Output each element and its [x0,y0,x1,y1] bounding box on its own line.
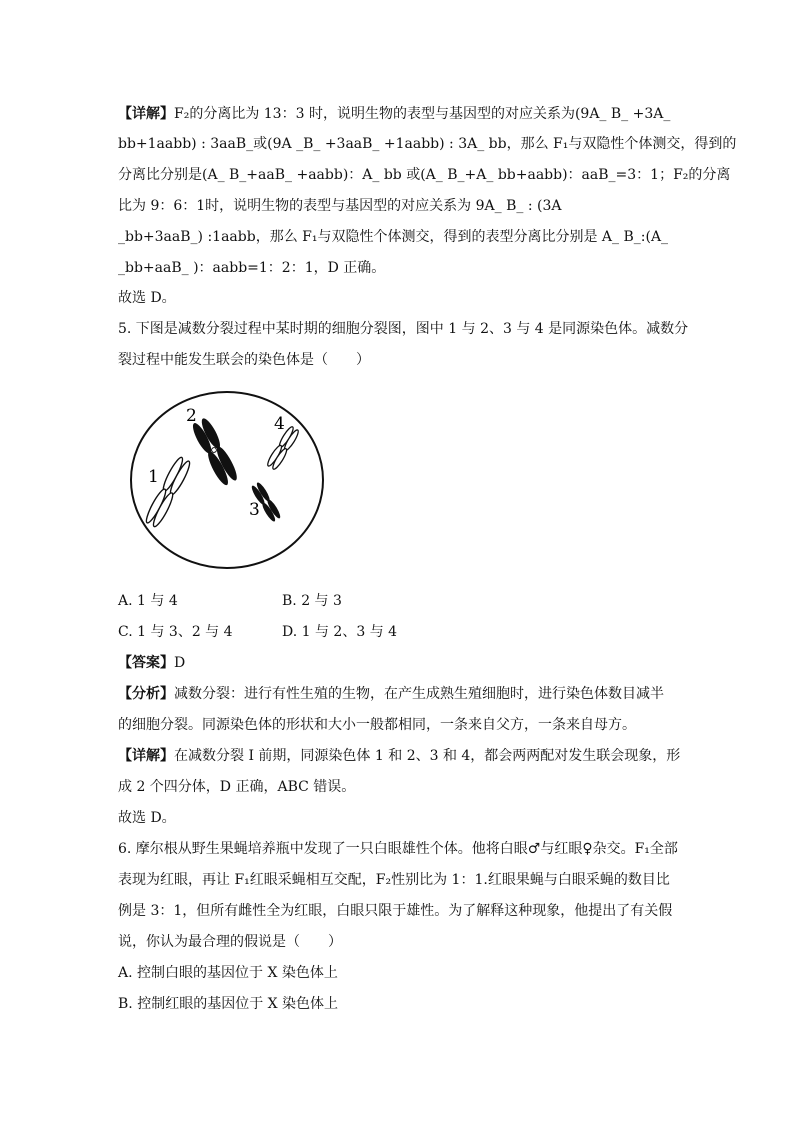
chromosome-2 [190,416,241,487]
detail-tag: 【详解】 [118,106,174,122]
prev-detail-line-2: bb+1aabb) : 3aaB_或(9A _B_ +3aaB_ +1aabb) : 3A_ bb，那么 F₁与双隐性个体测交，得到的 [118,136,737,152]
prev-conclusion: 故选 D。 [118,290,176,306]
q5-stem-line-1: 5. 下图是减数分裂过程中某时期的细胞分裂图，图中 1 与 2、3 与 4 是同源染色体。减数分 [118,321,689,337]
q6-option-a[interactable]: A. 控制白眼的基因位于 X 染色体上 [118,965,338,981]
cell-division-diagram [124,388,330,576]
q5-option-c[interactable]: C. 1 与 3、2 与 4 [118,624,233,640]
prev-detail-line-5: _bb+3aaB_) :1aabb，那么 F₁与双隐性个体测交，得到的表型分离比分别是 A_ B_:(A_ [118,229,669,245]
q5-analysis-line-2: 的细胞分裂。同源染色体的形状和大小一般都相同，一条来自父方，一条来自母方。 [118,717,636,733]
q5-detail-line-1: 【详解】在减数分裂 I 前期，同源染色体 1 和 2、3 和 4，都会两两配对发生联会现象，形 [118,748,681,764]
q5-option-b[interactable]: B. 2 与 3 [282,593,342,609]
q5-stem-line-2: 裂过程中能发生联会的染色体是（ ） [118,352,370,368]
q5-detail-line-2: 成 2 个四分体，D 正确，ABC 错误。 [118,779,356,795]
q5-analysis-line-1: 【分析】减数分裂：进行有性生殖的生物，在产生成熟生殖细胞时，进行染色体数目减半 [118,686,664,702]
label-1: 1 [148,467,159,487]
q5-conclusion: 故选 D。 [118,810,176,826]
prev-detail-line-4: 比为 9：6：1时，说明生物的表型与基因型的对应关系为 9A_ B_ : (3A [118,198,562,214]
prev-detail-line-6: _bb+aaB_ )：aabb=1：2：1，D 正确。 [118,260,386,276]
q6-stem-line-2: 表现为红眼，再让 F₁红眼采蝇相互交配，F₂性别比为 1：1.红眼果蝇与白眼采蝇的数目比 [118,872,670,888]
q5-option-d[interactable]: D. 1 与 2、3 与 4 [282,624,398,640]
label-2: 2 [186,406,197,426]
q5-option-a[interactable]: A. 1 与 4 [118,593,178,609]
q6-stem-line-1: 6. 摩尔根从野生果蝇培养瓶中发现了一只白眼雄性个体。他将白眼♂与红眼♀杂交。F₁全部 [118,841,678,857]
q6-stem-line-4: 说，你认为最合理的假说是（ ） [118,934,342,950]
q6-stem-line-3: 例是 3：1，但所有雌性全为红眼，白眼只限于雄性。为了解释这种现象，他提出了有关假 [118,903,673,919]
prev-detail-line-1: 【详解】F₂的分离比为 13：3 时，说明生物的表型与基因型的对应关系为(9A_ B_ +3A_ [118,106,671,122]
q6-option-b[interactable]: B. 控制红眼的基因位于 X 染色体上 [118,996,339,1012]
prev-detail-line-3: 分离比分别是(A_ B_+aaB_ +aabb)：A_ bb 或(A_ B_+A_ bb+aabb)：aaB_=3：1；F₂的分离 [118,167,731,183]
label-3: 3 [249,500,260,520]
q5-answer: 【答案】D [118,655,186,671]
label-4: 4 [274,414,285,434]
